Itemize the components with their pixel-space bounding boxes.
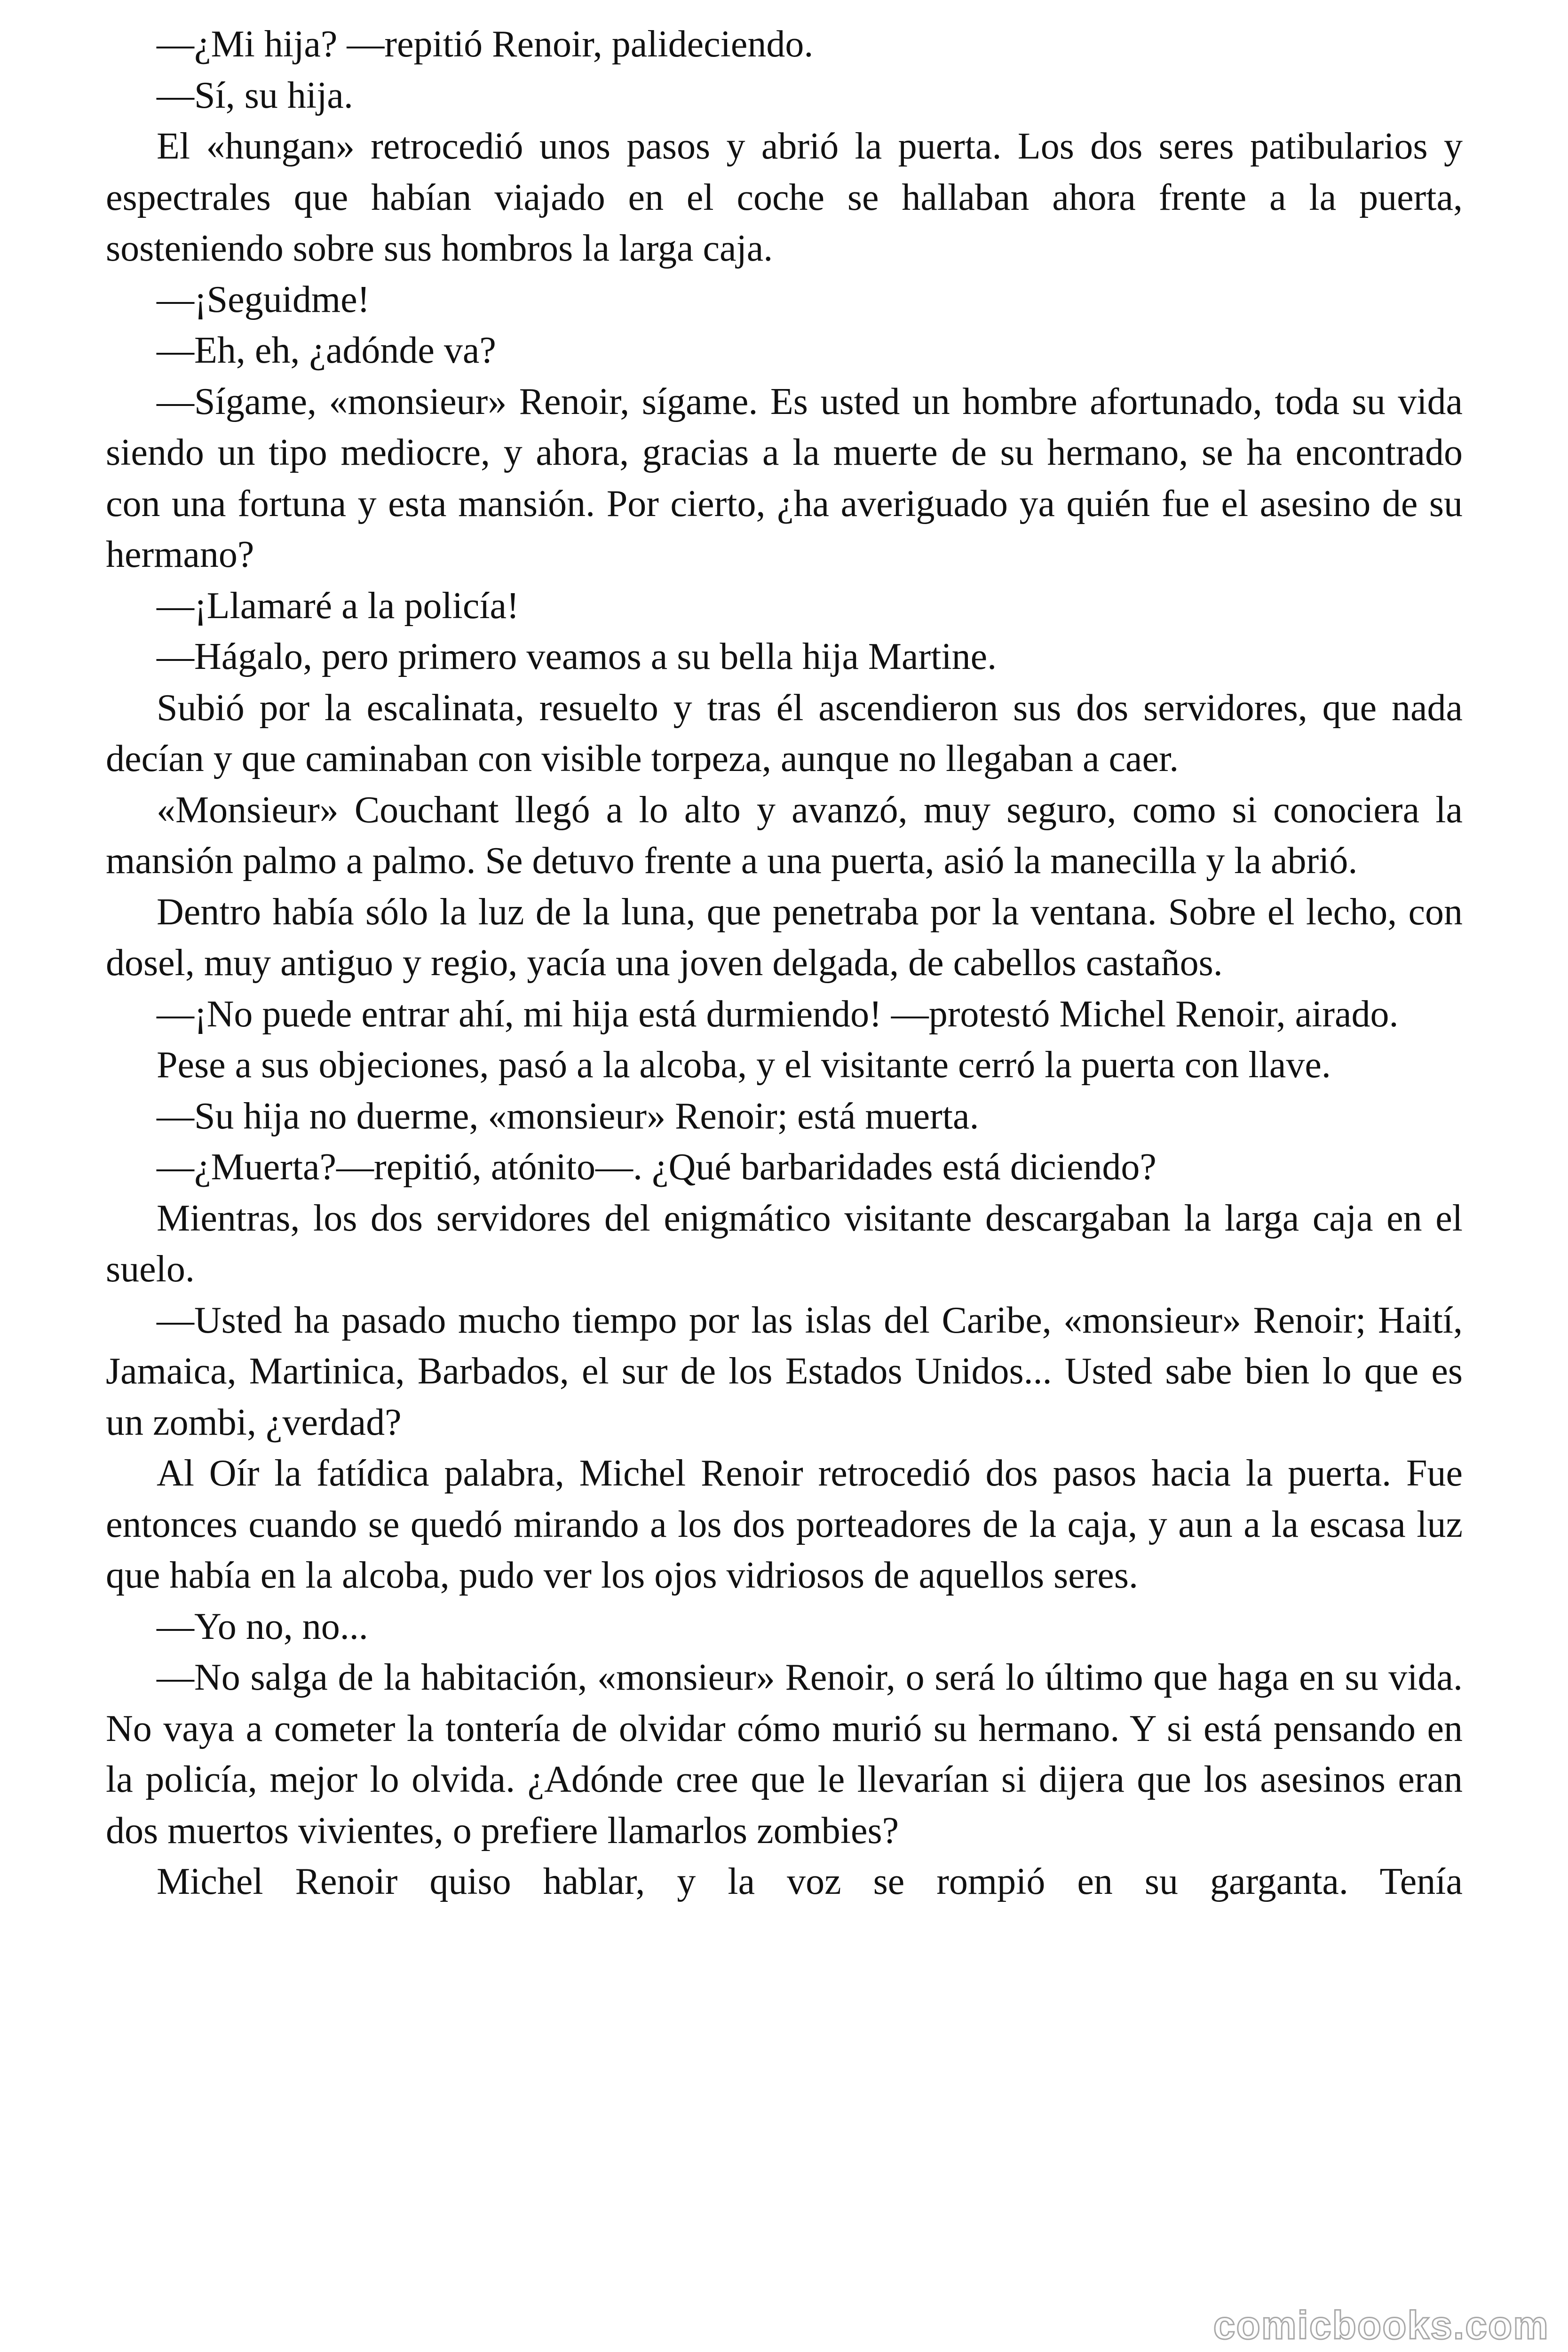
paragraph: «Monsieur» Couchant llegó a lo alto y avanzó, muy seguro, como si conociera la mansión palmo a palmo. Se detuvo frente a una puerta, asió la manecilla y la abrió. [106, 789, 1463, 882]
paragraph: —¡Llamaré a la policía! [157, 585, 519, 627]
paragraph-continues: Michel Renoir quiso hablar, y la voz se rompió en su garganta. Tenía [157, 1861, 1463, 1902]
paragraph: —¡No puede entrar ahí, mi hija está durmiendo! —protestó Michel Renoir, airado. [157, 993, 1399, 1035]
paragraph: —Yo no, no... [157, 1605, 368, 1647]
paragraph: —Sígame, «monsieur» Renoir, sígame. Es usted un hombre afortunado, toda su vida siendo un tipo mediocre, y ahora, gracias a la muerte de su hermano, se ha encontrado con una fortuna y esta mansión. Por cierto, ¿ha averiguado ya quién fue el asesino de su hermano? [106, 381, 1463, 575]
paragraph: —Sí, su hija. [157, 74, 353, 116]
paragraph: El «hungan» retrocedió unos pasos y abrió la puerta. Los dos seres patibularios y espectrales que habían viajado en el coche se hallaban ahora frente a la puerta, sosteniendo sobre sus hombros la larga caja. [106, 126, 1463, 269]
paragraph: Subió por la escalinata, resuelto y tras él ascendieron sus dos servidores, que nada decían y que caminaban con visible torpeza, aunque no llegaban a caer. [106, 687, 1463, 779]
paragraph: —Usted ha pasado mucho tiempo por las islas del Caribe, «monsieur» Renoir; Haití, Jamaica, Martinica, Barbados, el sur de los Estados Unidos... Usted sabe bien lo que es un zombi, ¿verdad? [106, 1299, 1463, 1443]
paragraph: —¿Mi hija? —repitió Renoir, palideciendo. [157, 24, 814, 65]
paragraph: —Hágalo, pero primero veamos a su bella hija Martine. [157, 636, 997, 677]
paragraph: —¿Muerta?—repitió, atónito—. ¿Qué barbaridades está diciendo? [157, 1146, 1156, 1188]
paragraph: —No salga de la habitación, «monsieur» Renoir, o será lo último que haga en su vida. No vaya a cometer la tontería de olvidar cómo murió su hermano. Y si está pensando en la policía, mejor lo olvida. ¿Adónde cree que le llevarían si dijera que los asesinos eran dos muertos vivientes, o prefiere llamarlos zombies? [106, 1657, 1463, 1851]
paragraph: Mientras, los dos servidores del enigmático visitante descargaban la larga caja en el suelo. [106, 1197, 1463, 1290]
paragraph: Al Oír la fatídica palabra, Michel Renoir retrocedió dos pasos hacia la puerta. Fue entonces cuando se quedó mirando a los dos porteadores de la caja, y aun a la escasa luz que había en la alcoba, pudo ver los ojos vidriosos de aquellos seres. [106, 1453, 1463, 1596]
paragraph: Pese a sus objeciones, pasó a la alcoba, y el visitante cerró la puerta con llave. [157, 1044, 1331, 1086]
body-text [106, 19, 1463, 1907]
paragraph: —Su hija no duerme, «monsieur» Renoir; está muerta. [157, 1095, 979, 1137]
paragraph: —Eh, eh, ¿adónde va? [157, 330, 496, 371]
watermark: comicbooks.com [1213, 2303, 1549, 2347]
paragraph: Dentro había sólo la luz de la luna, que penetraba por la ventana. Sobre el lecho, con dosel, muy antiguo y regio, yacía una joven delgada, de cabellos castaños. [106, 891, 1463, 984]
paragraph: —¡Seguidme! [157, 278, 370, 320]
